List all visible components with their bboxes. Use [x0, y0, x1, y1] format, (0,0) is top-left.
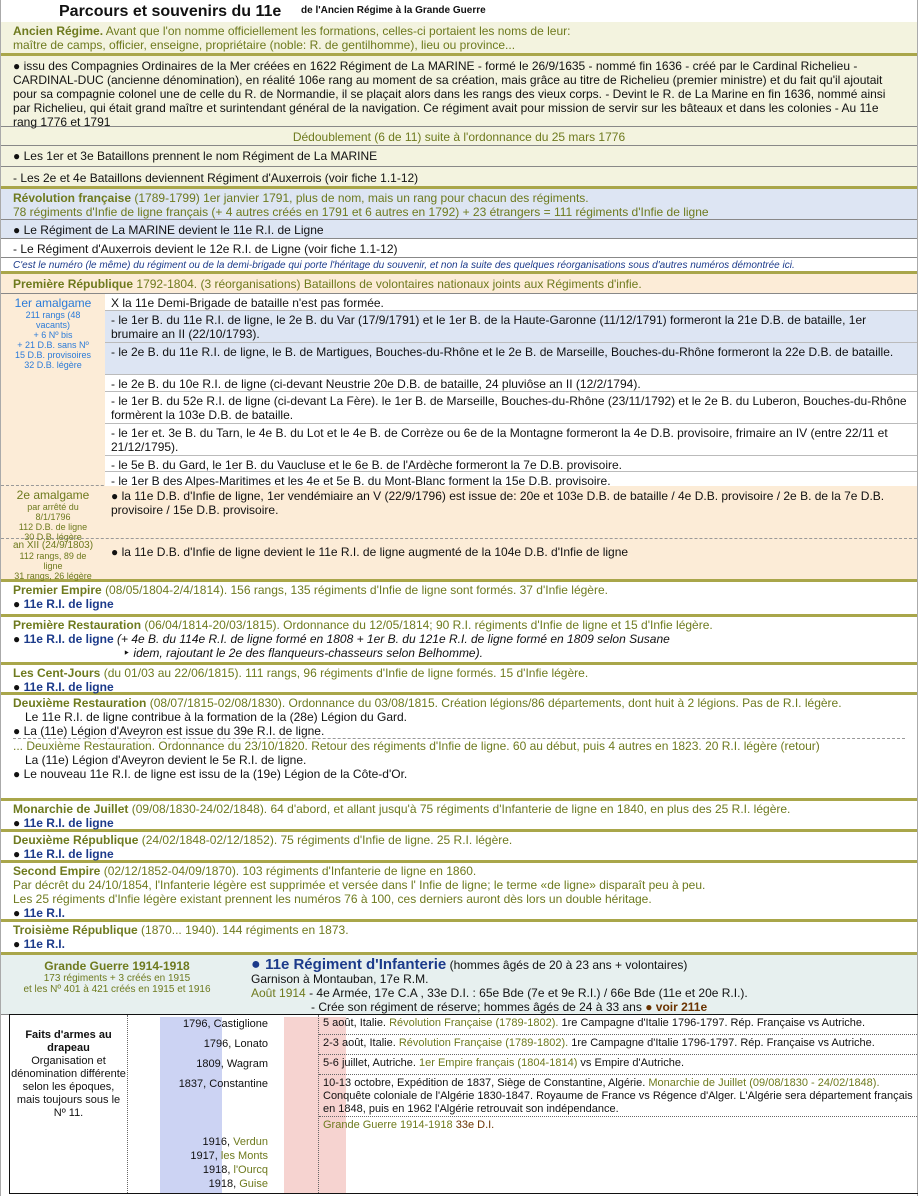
bullet-icon: ● — [111, 489, 122, 503]
event-item: 10-13 octobre, Expédition de 1837, Siège de Constantine, Algérie. Monarchie de Juillet (09/08/1830 - 24/02/1848). Conquête coloniale de l'Algérie 1830-1847. Royaume de France vs Régence d'Alger. L'Algérie sera département français en 1848, puis en 1962 l'Algérie retrouvait son indépendance. — [319, 1075, 918, 1117]
anxii-label: an XII (24/9/1803) 112 rangs, 89 de ligne 31 rangs, 26 légère — [12, 540, 94, 581]
event-item: Grande Guerre 1914-1918 33e D.I. — [323, 1119, 495, 1131]
battle-item: 1796, Lonato — [203, 1038, 268, 1050]
list-item: - le 1er et. 3e B. du Tarn, le 4e B. du Lot et le 4e B. de Corrèze ou 6e de la Montagne formeront la 4e D.B. provisoire, frimaire an IV (entre 22/11 et 21/12/1795). — [105, 424, 917, 456]
event-item: 5-6 juillet, Autriche. 1er Empire français (1804-1814) vs Empire d'Autriche. — [319, 1055, 918, 1075]
bataillons-24-line: - Les 2e et 4e Bataillons deviennent Régiment d'Auxerrois (voir fiche 1.1-12) — [1, 167, 917, 189]
ancien-regime-section — [1, 22, 917, 56]
marine-section — [1, 56, 917, 127]
list-item: - le 2e B. du 11e R.I. de ligne, le B. de Martigues, Bouches-du-Rhône et le 2e B. de Marseille, Bouches-du-Rhône formeront la 22e D.B. de bataille. — [105, 343, 917, 375]
amalgame2-label: 2e amalgame par arrêté du 8/1/1796 112 D.B. de ligne 30 D.B. légère — [16, 488, 90, 542]
anxii-text: la 11e D.B. d'Infie de ligne devient le 11e R.I. de ligne augmenté de la 104e D.B. d'Infie de ligne — [121, 545, 629, 559]
heritage-note: C'est le numéro (le même) du régiment ou de la demi-brigade qui porte l'héritage du souvenir, et non la suite des quelques réorganisations sous d'autres numéros démontrée ici. — [1, 258, 917, 274]
amalgame1-list — [105, 294, 917, 488]
bullet-icon: ● — [13, 59, 24, 73]
grande-guerre: Grande Guerre 1914-1918 173 régiments + 3 créés en 1915 et les Nº 401 à 421 créés en 1915 et 1916 ● 11e Régiment d'Infanterie (hommes âgés de 20 à 23 ans + volontaires) Garnison à Montauban, 17e R.M. Août 1914 - 4e Armée, 17e C.A , 33e D.I. : 65e Bde (7e et 9e R.I.) / 66e Bde (11e et 20e R.I.). - Crée son régiment de réserve; hommes âgés de 24 à 33 ans ● voir 211e — [1, 955, 917, 1015]
list-item: - le 1er B des Alpes-Maritimes et les 4e et 5e B. du Mont-Blanc forment la 15e D.B. provisoire. — [105, 472, 917, 486]
dedoublement-line: Dédoublement (6 de 11) suite à l'ordonnance du 25 mars 1776 — [1, 127, 917, 146]
rev-marine-line: ● Le Régiment de La MARINE devient le 11e R.I. de Ligne — [1, 219, 917, 239]
event-item: 5 août, Italie. Révolution Française (1789-1802). 1re Campagne d'Italie 1796-1797. Rép. Française vs Autriche. — [319, 1015, 918, 1035]
regiment-title: 11e Régiment d'Infanterie — [265, 956, 447, 973]
bullet-icon: ● — [13, 223, 24, 237]
list-item: X la 11e Demi-Brigade de bataille n'est pas formée. — [105, 294, 917, 311]
faits-label: Faits d'armes au drapeau Organisation et dénomination différente selon les époques, mais toujours sous le Nº 11. — [10, 1015, 128, 1193]
troisieme-republique: Troisième République (1870... 1940). 144 régiments en 1873. ● 11e R.I. — [1, 922, 917, 955]
premier-empire: Premier Empire (08/05/1804-2/4/1814). 156 rangs, 135 régiments d'Infie de ligne sont formés. 37 d'Infie légère. ● 11e R.I. de ligne — [1, 582, 917, 617]
arrow-icon: ‣ — [123, 646, 134, 660]
ancien-line2: maître de camps, officier, enseigne, propriétaire (noble: R. de gentilhomme), lieu ou province... — [13, 38, 516, 52]
battle-item: 1918, l'Ourcq — [202, 1164, 268, 1176]
revolution-heading: Révolution française — [13, 191, 132, 205]
bataillons-13-line: ● Les 1er et 3e Bataillons prennent le nom Régiment de La MARINE — [1, 146, 917, 167]
amalgame2-block — [1, 486, 917, 542]
battle-item: 1916, Verdun — [202, 1136, 268, 1148]
battle-item: 1809, Wagram — [196, 1058, 268, 1070]
marine-text: issu des Compagnies Ordinaires de la Mer créées en 1622 Régiment de La MARINE - formé le 26/9/1635 - nommé fin 1636 - créé par le Cardinal Richelieu - CARDINAL-DUC (ancienne dénomination), en réalité 106e rang au moment de sa création, mais grâce au titre de Richelieu (premier ministre) et du fait qu'il ajoutait pour sa compagnie colonel une de celle du R. de Normandie, il se plaçait alors dans les rangs des vieux corps. - Devint le R. de La Marine en fin 1636, nommé ainsi par Richelieu, qui était grand maître et surintendant général de la navigation. Ce régiment avait pour mission de servir sur les bâteaux et dans les colonies - Au 11e rang 1776 et 1791 — [13, 59, 886, 129]
amalgame1-label: 1er amalgame 211 rangs (48 vacants) + 6 Nº bis + 21 D.B. sans Nº 15 D.B. provisoires 32 D.B. légère — [14, 296, 92, 370]
revolution-section: Révolution française (1789-1799) 1er janvier 1791, plus de nom, mais un rang pour chacun des régiments. 78 régiments d'Infie de ligne français (+ 4 autres créés en 1791 et 6 autres en 1792) + 23 étrangers = 111 régiments d'Infie de ligne — [1, 189, 917, 219]
list-item: - le 1er B. du 52e R.I. de ligne (ci-devant La Fère). le 1er B. de Marseille, Bouches-du-Rhône (23/11/1792) et le 2e B. du Luberon, Bouches-du-Rhône formèrent la 103e D.B. de bataille. — [105, 392, 917, 424]
cent-jours: Les Cent-Jours (du 01/03 au 22/06/1815). 111 rangs, 96 régiments d'Infie de ligne formés. 15 d'Infie légère. ● 11e R.I. de ligne — [1, 665, 917, 695]
event-list — [318, 1015, 918, 1193]
battle-item: 1918, Guise — [208, 1178, 268, 1190]
page-subtitle: de l'Ancien Régime à la Grande Guerre — [301, 5, 486, 16]
event-item: 2-3 août, Italie. Révolution Française (1789-1802). 1re Campagne d'Italie 1796-1797. Rép. Française vs Autriche. — [319, 1035, 918, 1055]
faits-armes-table — [9, 1014, 918, 1194]
voir-211-link[interactable]: voir 211e — [655, 1000, 708, 1014]
bullet-icon: ● — [111, 545, 122, 559]
premiere-republique: Première République 1792-1804. (3 réorganisations) Bataillons de volontaires nationaux joints aux Régiments d'infie. — [1, 274, 917, 294]
amalgame2-text: la 11e D.B. d'Infie de ligne, 1er vendémiaire an V (22/9/1796) est issue de: 20e et 103e D.B. de bataille / 4e D.B. provisoire / 2e B. de la 7e D.B. provisoire / 15e D.B. provisoire. — [111, 489, 885, 517]
page-title: Parcours et souvenirs du 11e — [59, 3, 282, 20]
second-empire: Second Empire (02/12/1852-04/09/1870). 103 régiments d'Infanterie de ligne en 1860. Par décrêt du 24/10/1854, l'Infanterie légère est supprimée et versée dans l' Infie de ligne; le terme «de ligne» disparaît peu à peu. Les 25 régiments d'Infie légère existant prennent les numéros 76 à 100, ces derniers auront dès lors un double héritage. ● 11e R.I. — [1, 863, 917, 922]
amalgame1-block — [1, 294, 917, 486]
ancien-heading: Ancien Régime. — [13, 24, 104, 38]
header — [1, 0, 917, 22]
battle-item: 1796, Castiglione — [182, 1018, 268, 1030]
battle-item: 1917, les Monts — [190, 1150, 268, 1162]
monarchie-juillet: Monarchie de Juillet (09/08/1830-24/02/1848). 64 d'abord, et allant jusqu'à 75 régiments d'Infanterie de ligne en 1840, en plus des 25 R.I. légère. ● 11e R.I. de ligne — [1, 801, 917, 832]
list-item: - le 2e B. du 10e R.I. de ligne (ci-devant Neustrie 20e D.B. de bataille, 24 pluviôse an II (12/2/1794). — [105, 375, 917, 392]
deuxieme-restauration: Deuxième Restauration (08/07/1815-02/08/1830). Ordonnance du 03/08/1815. Création légions/86 départements, dont huit à 2 légions. Pas de R.I. légère. Le 11e R.I. de ligne contribue à la formation de la (28e) Légion du Gard. ● La (11e) Légion d'Aveyron est issue du 39e R.I. de ligne. ... Deuxième Restauration. Ordonnance du 23/10/1820. Retour des régiments d'Infie de ligne. 60 au début, puis 4 autres en 1823. 20 R.I. légère (retour) La (11e) Légion d'Aveyron devient le 5e R.I. de ligne. ● Le nouveau 11e R.I. de ligne est issu de la (19e) Légion de la Côte-d'Or. — [1, 695, 917, 801]
anxii-block — [1, 538, 917, 582]
rev-auxerrois-line: - Le Régiment d'Auxerrois devient le 12e R.I. de Ligne (voir fiche 1.1-12) — [1, 239, 917, 258]
premiere-restauration: Première Restauration (06/04/1814-20/03/1815). Ordonnance du 12/05/1814; 90 R.I. régiments d'Infie de ligne et 15 d'Infie légère. ● 11e R.I. de ligne (+ 4e B. du 114e R.I. de ligne formé en 1808 + 1er B. du 121e R.I. de ligne formé en 1809 selon Susane ‣ idem, rajoutant le 2e des flanqueurs-chasseurs selon Belhomme). — [1, 617, 917, 665]
list-item: - le 1er B. du 11e R.I. de ligne, le 2e B. du Var (17/9/1791) et le 1er B. de la Haute-Garonne (11/12/1791) formeront la 21e D.B. de bataille, 1er brumaire an II (22/10/1793). — [105, 311, 917, 343]
battle-item: 1837, Constantine — [178, 1078, 268, 1090]
bullet-icon: ● — [13, 149, 24, 163]
ancien-line1: Avant que l'on nomme officiellement les formations, celles-ci portaient les noms de leur: — [105, 24, 571, 38]
battle-list — [128, 1015, 318, 1193]
list-item: - le 5e B. du Gard, le 1er B. du Vaucluse et le 6e B. de l'Ardèche formeront la 7e D.B. provisoire. — [105, 456, 917, 472]
deuxieme-republique: Deuxième République (24/02/1848-02/12/1852). 75 régiments d'Infie de ligne. 25 R.I. légère. ● 11e R.I. de ligne — [1, 832, 917, 863]
